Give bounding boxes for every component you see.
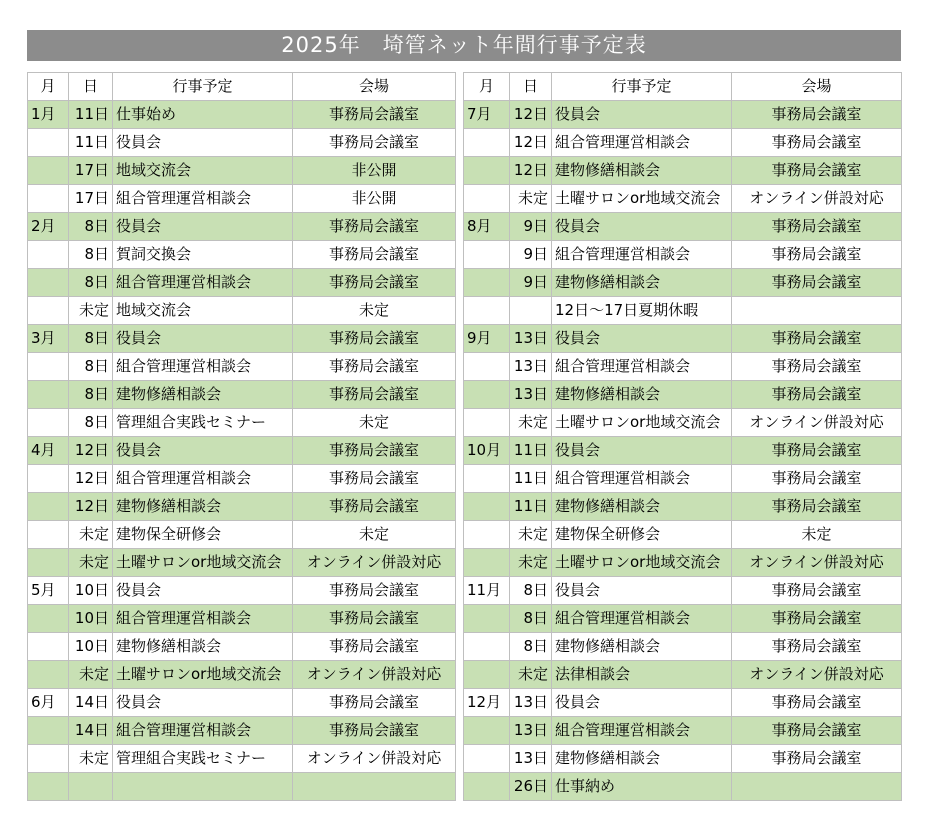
month-cell — [28, 661, 69, 689]
spacer-cell — [113, 61, 293, 73]
day-cell: 未定 — [69, 549, 113, 577]
day-header: 日 — [510, 73, 552, 101]
day-cell: 未定 — [69, 745, 113, 773]
month-cell — [28, 773, 69, 801]
day-cell: 8日 — [69, 269, 113, 297]
schedule-row — [464, 661, 902, 689]
day-cell: 17日 — [69, 185, 113, 213]
day-cell: 12日 — [69, 465, 113, 493]
event-cell: 役員会 — [552, 689, 732, 717]
page-title: 2025年 埼管ネット年間行事予定表 — [27, 30, 901, 61]
schedule-row — [464, 213, 902, 241]
month-cell — [28, 521, 69, 549]
spacer-cell — [552, 61, 732, 73]
schedule-row — [464, 605, 902, 633]
schedule-row — [28, 157, 456, 185]
venue-cell: 事務局会議室 — [293, 689, 456, 717]
schedule-row — [28, 325, 456, 353]
event-cell: 組合管理運営相談会 — [552, 717, 732, 745]
day-cell: 8日 — [69, 213, 113, 241]
venue-cell: 事務局会議室 — [732, 325, 902, 353]
event-cell: 建物修繕相談会 — [552, 157, 732, 185]
schedule-table-left — [27, 61, 456, 801]
schedule-row — [464, 409, 902, 437]
venue-cell: 事務局会議室 — [293, 437, 456, 465]
schedule-row — [464, 689, 902, 717]
month-cell — [28, 493, 69, 521]
month-cell — [464, 297, 510, 325]
venue-cell: 事務局会議室 — [293, 381, 456, 409]
event-cell: 役員会 — [113, 437, 293, 465]
day-cell: 8日 — [510, 633, 552, 661]
event-cell: 組合管理運営相談会 — [113, 353, 293, 381]
day-cell: 10日 — [69, 633, 113, 661]
event-cell — [113, 773, 293, 801]
schedule-row — [464, 157, 902, 185]
event-cell: 組合管理運営相談会 — [552, 129, 732, 157]
day-cell: 13日 — [510, 381, 552, 409]
venue-cell: 事務局会議室 — [732, 381, 902, 409]
month-cell: 6月 — [28, 689, 69, 717]
month-cell — [464, 773, 510, 801]
schedule-row — [28, 633, 456, 661]
event-cell: 建物修繕相談会 — [113, 493, 293, 521]
month-cell — [28, 717, 69, 745]
event-cell: 地域交流会 — [113, 157, 293, 185]
schedule-row — [464, 185, 902, 213]
event-cell: 仕事納め — [552, 773, 732, 801]
venue-cell: 未定 — [293, 297, 456, 325]
schedule-row — [28, 297, 456, 325]
event-cell: 管理組合実践セミナー — [113, 745, 293, 773]
venue-cell: オンライン併設対応 — [293, 661, 456, 689]
day-cell: 8日 — [69, 325, 113, 353]
venue-cell: 事務局会議室 — [732, 689, 902, 717]
event-cell: 法律相談会 — [552, 661, 732, 689]
event-cell: 組合管理運営相談会 — [113, 717, 293, 745]
month-cell — [28, 241, 69, 269]
schedule-row — [464, 745, 902, 773]
schedule-row — [28, 353, 456, 381]
event-cell: 仕事始め — [113, 101, 293, 129]
venue-cell: 事務局会議室 — [732, 437, 902, 465]
event-cell: 役員会 — [552, 577, 732, 605]
schedule-row — [28, 745, 456, 773]
day-cell: 8日 — [69, 409, 113, 437]
venue-cell: 事務局会議室 — [732, 605, 902, 633]
venue-cell: オンライン併設対応 — [732, 409, 902, 437]
day-cell: 8日 — [69, 381, 113, 409]
venue-cell: 事務局会議室 — [293, 325, 456, 353]
schedule-row — [464, 269, 902, 297]
month-cell: 12月 — [464, 689, 510, 717]
month-cell: 10月 — [464, 437, 510, 465]
schedule-row — [28, 661, 456, 689]
day-cell: 10日 — [69, 577, 113, 605]
event-header: 行事予定 — [113, 73, 293, 101]
venue-cell: 事務局会議室 — [293, 577, 456, 605]
day-cell: 12日 — [69, 493, 113, 521]
schedule-row — [28, 101, 456, 129]
event-cell: 組合管理運営相談会 — [552, 465, 732, 493]
event-cell: 管理組合実践セミナー — [113, 409, 293, 437]
venue-cell: オンライン併設対応 — [732, 185, 902, 213]
day-cell: 未定 — [69, 297, 113, 325]
day-cell: 未定 — [69, 661, 113, 689]
venue-header: 会場 — [732, 73, 902, 101]
venue-cell: 事務局会議室 — [732, 493, 902, 521]
schedule-row — [464, 381, 902, 409]
day-cell: 8日 — [69, 353, 113, 381]
event-cell: 組合管理運営相談会 — [113, 269, 293, 297]
month-cell — [464, 717, 510, 745]
venue-cell: 事務局会議室 — [732, 465, 902, 493]
day-cell: 10日 — [69, 605, 113, 633]
schedule-row — [464, 325, 902, 353]
month-cell — [28, 353, 69, 381]
month-cell — [464, 129, 510, 157]
day-cell: 未定 — [510, 185, 552, 213]
schedule-row — [464, 577, 902, 605]
schedule-row — [464, 353, 902, 381]
schedule-row — [28, 549, 456, 577]
month-cell — [28, 633, 69, 661]
schedule-row — [28, 185, 456, 213]
day-cell: 8日 — [510, 577, 552, 605]
day-cell: 12日 — [510, 157, 552, 185]
event-header: 行事予定 — [552, 73, 732, 101]
month-cell: 1月 — [28, 101, 69, 129]
schedule-row — [28, 213, 456, 241]
month-cell — [464, 605, 510, 633]
event-cell: 建物修繕相談会 — [552, 269, 732, 297]
spacer-cell — [464, 61, 510, 73]
month-cell — [28, 185, 69, 213]
venue-cell: 事務局会議室 — [293, 493, 456, 521]
schedule-row — [28, 129, 456, 157]
month-cell — [28, 269, 69, 297]
day-cell: 14日 — [69, 717, 113, 745]
schedule-row — [464, 633, 902, 661]
month-cell: 2月 — [28, 213, 69, 241]
spacer-row — [464, 61, 902, 73]
day-cell: 11日 — [69, 129, 113, 157]
venue-cell: 事務局会議室 — [293, 717, 456, 745]
day-cell: 13日 — [510, 717, 552, 745]
month-cell — [464, 745, 510, 773]
event-cell: 役員会 — [113, 129, 293, 157]
spacer-cell — [293, 61, 456, 73]
schedule-row — [28, 577, 456, 605]
day-cell: 9日 — [510, 241, 552, 269]
day-cell: 8日 — [510, 605, 552, 633]
venue-cell: 事務局会議室 — [293, 353, 456, 381]
event-cell: 役員会 — [552, 325, 732, 353]
month-cell: 5月 — [28, 577, 69, 605]
month-cell — [464, 633, 510, 661]
event-cell: 役員会 — [113, 213, 293, 241]
schedule-row — [28, 241, 456, 269]
venue-cell: オンライン併設対応 — [293, 745, 456, 773]
venue-cell: 事務局会議室 — [293, 605, 456, 633]
schedule-row — [28, 689, 456, 717]
schedule-row — [464, 297, 902, 325]
venue-cell: 事務局会議室 — [293, 213, 456, 241]
venue-cell: 事務局会議室 — [732, 269, 902, 297]
month-cell — [464, 241, 510, 269]
day-cell: 12日 — [510, 101, 552, 129]
day-header: 日 — [69, 73, 113, 101]
event-cell: 建物保全研修会 — [552, 521, 732, 549]
venue-cell: 事務局会議室 — [293, 101, 456, 129]
event-cell: 土曜サロンor地域交流会 — [552, 185, 732, 213]
event-cell: 建物修繕相談会 — [113, 381, 293, 409]
day-cell: 9日 — [510, 213, 552, 241]
day-cell: 17日 — [69, 157, 113, 185]
venue-cell: 事務局会議室 — [732, 717, 902, 745]
month-cell — [28, 745, 69, 773]
month-header: 月 — [464, 73, 510, 101]
event-cell: 建物修繕相談会 — [113, 633, 293, 661]
day-cell — [69, 773, 113, 801]
schedule-row — [28, 605, 456, 633]
day-cell: 26日 — [510, 773, 552, 801]
schedule-row — [28, 269, 456, 297]
event-cell: 12日～17日夏期休暇 — [552, 297, 732, 325]
schedule-row — [464, 241, 902, 269]
event-cell: 建物修繕相談会 — [552, 745, 732, 773]
schedule-row — [464, 493, 902, 521]
venue-cell: 事務局会議室 — [732, 577, 902, 605]
month-cell — [464, 465, 510, 493]
spacer-cell — [510, 61, 552, 73]
venue-cell: 未定 — [732, 521, 902, 549]
spacer-cell — [732, 61, 902, 73]
event-cell: 組合管理運営相談会 — [113, 465, 293, 493]
venue-cell: 事務局会議室 — [732, 353, 902, 381]
event-cell: 組合管理運営相談会 — [113, 605, 293, 633]
day-cell — [510, 297, 552, 325]
event-cell: 組合管理運営相談会 — [552, 353, 732, 381]
event-cell: 役員会 — [552, 213, 732, 241]
event-cell: 土曜サロンor地域交流会 — [113, 549, 293, 577]
month-cell: 8月 — [464, 213, 510, 241]
venue-cell: 事務局会議室 — [732, 633, 902, 661]
header-row — [464, 73, 902, 101]
day-cell: 14日 — [69, 689, 113, 717]
venue-cell: 事務局会議室 — [293, 129, 456, 157]
month-cell — [464, 157, 510, 185]
month-cell: 7月 — [464, 101, 510, 129]
month-cell — [464, 521, 510, 549]
schedule-row — [464, 101, 902, 129]
schedule-row — [28, 521, 456, 549]
month-cell — [28, 409, 69, 437]
venue-cell: 未定 — [293, 521, 456, 549]
month-cell — [464, 381, 510, 409]
event-cell: 役員会 — [552, 437, 732, 465]
venue-cell: オンライン併設対応 — [293, 549, 456, 577]
venue-cell: 事務局会議室 — [293, 241, 456, 269]
month-cell — [28, 129, 69, 157]
venue-cell: 事務局会議室 — [732, 129, 902, 157]
schedule-row — [28, 381, 456, 409]
spacer-row — [28, 61, 456, 73]
venue-cell — [732, 297, 902, 325]
venue-cell: 事務局会議室 — [732, 745, 902, 773]
schedule-row — [28, 465, 456, 493]
day-cell: 11日 — [510, 437, 552, 465]
event-cell: 地域交流会 — [113, 297, 293, 325]
month-cell — [464, 493, 510, 521]
schedule-row — [28, 717, 456, 745]
day-cell: 未定 — [69, 521, 113, 549]
event-cell: 建物修繕相談会 — [552, 381, 732, 409]
venue-cell: 事務局会議室 — [732, 213, 902, 241]
month-cell: 3月 — [28, 325, 69, 353]
month-cell — [464, 409, 510, 437]
event-cell: 賀詞交換会 — [113, 241, 293, 269]
month-cell — [464, 661, 510, 689]
month-cell: 9月 — [464, 325, 510, 353]
month-cell — [28, 465, 69, 493]
event-cell: 組合管理運営相談会 — [113, 185, 293, 213]
day-cell: 未定 — [510, 549, 552, 577]
month-cell: 4月 — [28, 437, 69, 465]
event-cell: 建物保全研修会 — [113, 521, 293, 549]
month-cell — [464, 269, 510, 297]
day-cell: 11日 — [69, 101, 113, 129]
event-cell: 土曜サロンor地域交流会 — [552, 409, 732, 437]
day-cell: 12日 — [69, 437, 113, 465]
venue-cell: オンライン併設対応 — [732, 549, 902, 577]
event-cell: 土曜サロンor地域交流会 — [113, 661, 293, 689]
venue-cell: オンライン併設対応 — [732, 661, 902, 689]
event-cell: 役員会 — [113, 577, 293, 605]
venue-cell: 事務局会議室 — [732, 157, 902, 185]
month-cell: 11月 — [464, 577, 510, 605]
venue-cell: 事務局会議室 — [732, 101, 902, 129]
spacer-cell — [69, 61, 113, 73]
month-cell — [464, 353, 510, 381]
schedule-table-right — [463, 61, 902, 801]
day-cell: 9日 — [510, 269, 552, 297]
day-cell: 13日 — [510, 353, 552, 381]
venue-cell — [732, 773, 902, 801]
day-cell: 11日 — [510, 465, 552, 493]
schedule-row — [464, 773, 902, 801]
schedule-row — [464, 549, 902, 577]
day-cell: 8日 — [69, 241, 113, 269]
schedule-row — [464, 717, 902, 745]
event-cell: 建物修繕相談会 — [552, 493, 732, 521]
month-cell — [28, 549, 69, 577]
day-cell: 13日 — [510, 325, 552, 353]
venue-cell: 事務局会議室 — [293, 269, 456, 297]
schedule-row — [464, 521, 902, 549]
header-row — [28, 73, 456, 101]
event-cell: 土曜サロンor地域交流会 — [552, 549, 732, 577]
month-cell — [464, 185, 510, 213]
month-cell — [28, 157, 69, 185]
event-cell: 組合管理運営相談会 — [552, 241, 732, 269]
event-cell: 役員会 — [113, 689, 293, 717]
venue-cell: 事務局会議室 — [732, 241, 902, 269]
venue-cell — [293, 773, 456, 801]
schedule-row — [28, 437, 456, 465]
day-cell: 未定 — [510, 409, 552, 437]
day-cell: 13日 — [510, 745, 552, 773]
month-cell — [464, 549, 510, 577]
venue-header: 会場 — [293, 73, 456, 101]
venue-cell: 未定 — [293, 409, 456, 437]
event-cell: 役員会 — [552, 101, 732, 129]
schedule-row — [464, 437, 902, 465]
day-cell: 未定 — [510, 521, 552, 549]
schedule-row — [28, 773, 456, 801]
day-cell: 11日 — [510, 493, 552, 521]
day-cell: 13日 — [510, 689, 552, 717]
spacer-cell — [28, 61, 69, 73]
event-cell: 建物修繕相談会 — [552, 633, 732, 661]
day-cell: 12日 — [510, 129, 552, 157]
event-cell: 組合管理運営相談会 — [552, 605, 732, 633]
month-cell — [28, 381, 69, 409]
schedule-row — [28, 409, 456, 437]
day-cell: 未定 — [510, 661, 552, 689]
venue-cell: 事務局会議室 — [293, 633, 456, 661]
venue-cell: 非公開 — [293, 157, 456, 185]
schedule-row — [28, 493, 456, 521]
event-cell: 役員会 — [113, 325, 293, 353]
venue-cell: 非公開 — [293, 185, 456, 213]
month-cell — [28, 297, 69, 325]
month-header: 月 — [28, 73, 69, 101]
schedule-row — [464, 129, 902, 157]
venue-cell: 事務局会議室 — [293, 465, 456, 493]
schedule-row — [464, 465, 902, 493]
month-cell — [28, 605, 69, 633]
